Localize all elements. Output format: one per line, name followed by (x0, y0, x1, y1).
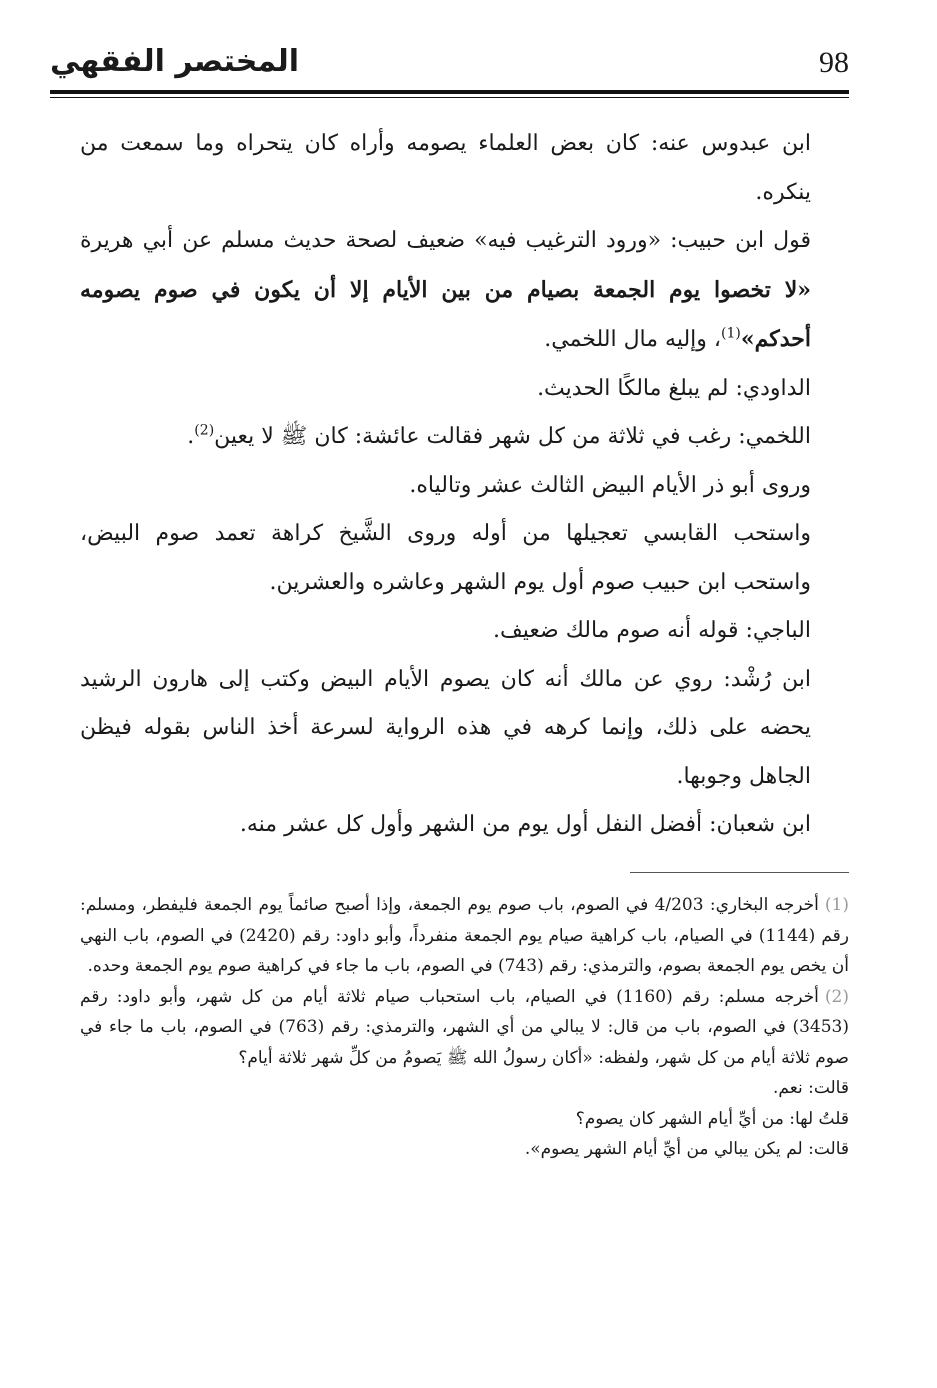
hadith-quote: «لا تخصوا يوم الجمعة بصيام من بين الأيام إلا أن يكون في صوم يصومه أحدكم» (80, 276, 811, 352)
paragraph-ibn-abdus: ابن عبدوس عنه: كان بعض العلماء يصومه وأراه كان يتحراه وما سمعت من ينكره. (80, 131, 811, 205)
page-header (50, 40, 849, 92)
footnote-2-text: أخرجه مسلم: رقم (1160) في الصيام، باب استحباب صيام ثلاثة أيام من كل شهر، وأبو داود: رقم (3453) في الصوم، باب من قال: لا يبالي من أي الشهر، والترمذي: رقم (763) في الصوم، باب ما جاء في صوم ثلاثة أيام من كل شهر، ولفظه: «أكان رسولُ الله ﷺ يَصومُ من كلِّ شهر ثلاثة أيام؟ (80, 986, 849, 1068)
footnote-2-line-2: قالت: نعم. (773, 1078, 849, 1098)
ibn-habib-intro: قول ابن حبيب: «ورود الترغيب فيه» ضعيف لصحة حديث مسلم عن أبي هريرة (80, 228, 811, 253)
footnote-2-line-3: قلتُ لها: من أيِّ أيام الشهر كان يصوم؟ (575, 1108, 849, 1129)
footnote-ref-1[interactable]: (1) (721, 325, 741, 342)
paragraph-dawudi: الداودي: لم يبلغ مالكًا الحديث. (537, 375, 811, 401)
footnote-1-text: أخرجه البخاري: 4/203 في الصوم، باب صوم يوم الجمعة، وإذا أصبح صائماً يوم الجمعة فليفطر، ومسلم: رقم (1144) في الصيام، باب كراهية صيام يوم الجمعة منفرداً، وأبو داود: رقم (2420) في الصوم، باب النهي أن يخص يوم الجمعة بصوم، والترمذي: رقم (743) في الصوم، باب ما جاء في كراهية صوم يوم الجمعة وحده. (80, 895, 850, 976)
page-number: 98 (819, 46, 849, 79)
footnote-1-marker: (1) (824, 895, 849, 915)
paragraph-ibn-shaban: ابن شعبان: أفضل النفل أول يوم من الشهر وأول كل عشر منه. (239, 812, 811, 837)
footnote-ref-2[interactable]: (2) (194, 422, 215, 439)
lakhmi-end: . (187, 424, 195, 449)
lakhmi-text: اللخمي: رغب في ثلاثة من كل شهر فقالت عائشة: كان ﷺ لا يعين (214, 424, 811, 449)
footnote-2 (80, 982, 849, 1074)
paragraph-lakhmi (80, 413, 849, 462)
paragraph-baji: الباجي: قوله أنه صوم مالك ضعيف. (493, 618, 811, 643)
header-rule-thin (50, 97, 849, 98)
footnote-2-marker: (2) (824, 986, 849, 1007)
header-rule (50, 90, 849, 94)
main-text (80, 120, 849, 850)
paragraph-qabisi: واستحب القابسي تعجيلها من أوله وروى الشَّيخ كراهة تعمد صوم البيض، واستحب ابن حبيب صوم أول يوم الشهر وعاشره والعشرين. (80, 521, 811, 595)
footnote-separator (630, 872, 849, 873)
paragraph-abu-dharr: وروى أبو ذر الأيام البيض الثالث عشر وتالياه. (409, 472, 811, 498)
footnote-1 (80, 890, 849, 982)
running-title: المختصر الفقهي (50, 44, 300, 79)
footnote-2-line-4: قالت: لم يكن يبالي من أيِّ أيام الشهر يصوم». (524, 1139, 849, 1159)
paragraph-ibn-habib (80, 217, 849, 365)
paragraph-ibn-rushd: ابن رُشْد: روي عن مالك أنه كان يصوم الأيام البيض وكتب إلى هارون الرشيد يحضه على ذلك، وإنما كرهه في هذه الرواية لسرعة أخذ الناس بقوله فيظن الجاهل وجوبها. (80, 666, 811, 789)
ibn-habib-tail: ، وإليه مال اللخمي. (544, 327, 722, 352)
footnotes (80, 890, 849, 1165)
